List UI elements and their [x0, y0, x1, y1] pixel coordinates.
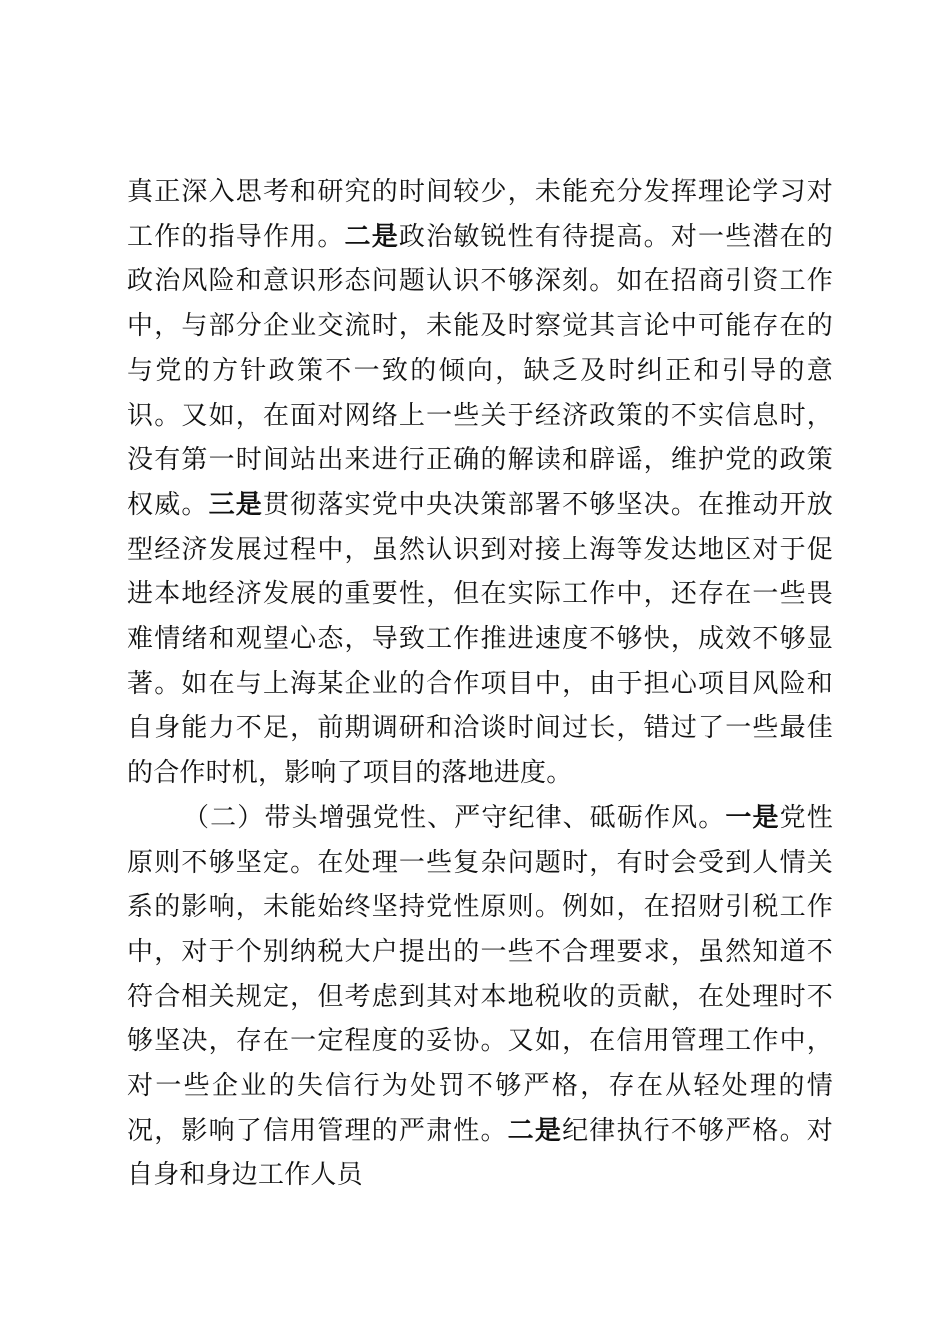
bold-marker-third: 三是	[208, 489, 263, 520]
sentence-political-sensitivity: 政治敏锐性有待提高。对一些潜在的政治风险和意识形态问题认识不够深刻。如在招商引资工作中，与部分企业交流时，未能及时察觉其言论中可能存在的与党的方针政策不一致的倾向，缺乏及时纠正和引导的意识。又如，在面对网络上一些关于经济政策的不实信息时，没有第一时间站出来进行正确的解读和辟谣，维护党的政策权威。	[127, 221, 833, 520]
paragraph-political-awareness	[127, 170, 833, 796]
section-heading-two: （二）带头增强党性、严守纪律、砥砺作风。	[183, 802, 726, 833]
sentence-discipline: 纪律执行不够严格。对自身和身边工作人员	[127, 1115, 833, 1191]
document-body	[127, 170, 833, 1198]
paragraph-party-discipline	[127, 796, 833, 1198]
sentence-implementation: 贯彻落实党中央决策部署不够坚决。在推动开放型经济发展过程中，虽然认识到对接上海等发达地区对于促进本地经济发展的重要性，但在实际工作中，还存在一些畏难情绪和观望心态，导致工作推进速度不够快，成效不够显著。如在与上海某企业的合作项目中，由于担心项目风险和自身能力不足，前期调研和洽谈时间过长，错过了一些最佳的合作时机，影响了项目的落地进度。	[127, 489, 833, 789]
bold-marker-first: 一是	[725, 802, 780, 833]
bold-marker-second-b: 二是	[507, 1115, 563, 1146]
sentence-theory-study: 真正深入思考和研究的时间较少，未能充分发挥理论学习对工作的指导作用。	[127, 177, 833, 252]
bold-marker-second: 二是	[344, 221, 399, 252]
sentence-party-principle: 党性原则不够坚定。在处理一些复杂问题时，有时会受到人情关系的影响，未能始终坚持党性原则。例如，在招财引税工作中，对于个别纳税大户提出的一些不合理要求，虽然知道不符合相关规定，但考虑到其对本地税收的贡献，在处理时不够坚决，存在一定程度的妥协。又如，在信用管理工作中，对一些企业的失信行为处罚不够严格，存在从轻处理的情况，影响了信用管理的严肃性。	[127, 802, 833, 1146]
